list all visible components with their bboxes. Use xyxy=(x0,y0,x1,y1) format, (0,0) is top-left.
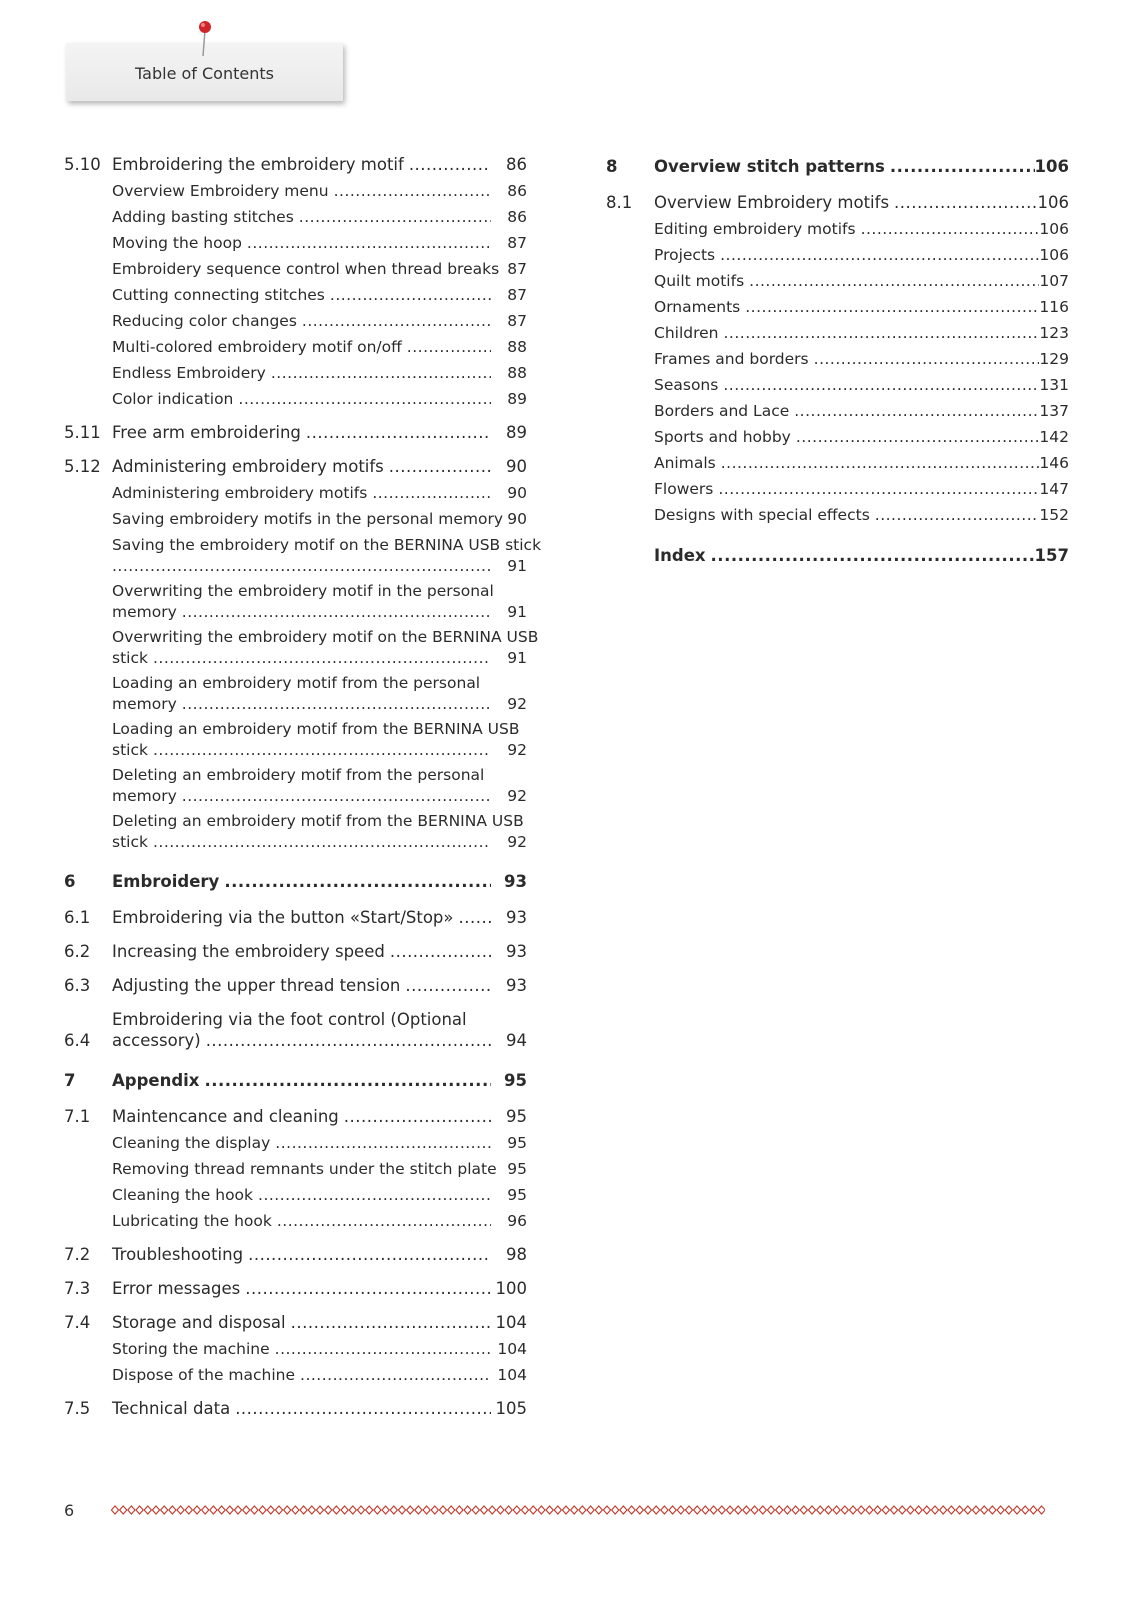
toc-entry-topic[interactable] xyxy=(64,285,527,306)
toc-entry-page: 86 xyxy=(507,208,527,226)
toc-entry-title: Frames and borders xyxy=(654,350,809,368)
toc-entry-topic[interactable] xyxy=(64,1133,527,1154)
toc-entry-topic[interactable] xyxy=(64,1211,527,1232)
toc-entry-page: 106 xyxy=(1034,157,1069,176)
toc-entry-title: Lubricating the hook xyxy=(112,1212,272,1230)
dot-leader xyxy=(330,285,491,306)
toc-entry-title: Loading an embroidery motif from the personal xyxy=(112,674,481,692)
toc-entry-title: Quilt motifs xyxy=(654,272,745,290)
dot-leader xyxy=(796,427,1039,448)
dot-leader xyxy=(749,271,1039,292)
toc-entry-title: Moving the hoop xyxy=(112,234,242,252)
toc-entry-title: Reducing color changes xyxy=(112,312,297,330)
toc-entry-chapter[interactable] xyxy=(64,871,527,892)
toc-entry-section[interactable] xyxy=(64,1278,527,1299)
toc-entry-topic[interactable] xyxy=(606,401,1069,422)
dot-leader xyxy=(238,389,491,410)
toc-entry-topic[interactable] xyxy=(64,1365,527,1386)
dot-leader xyxy=(258,1185,491,1206)
toc-entry-topic[interactable] xyxy=(64,207,527,228)
toc-entry-title: Embroidering the embroidery motif xyxy=(112,155,404,174)
toc-entry-title: Overview stitch patterns xyxy=(654,157,885,176)
toc-entry-title: Administering embroidery motifs xyxy=(112,484,368,502)
dot-leader xyxy=(206,1030,491,1051)
toc-entry-topic[interactable] xyxy=(606,453,1069,474)
toc-entry-number: 7.5 xyxy=(64,1399,91,1418)
dot-leader xyxy=(890,156,1035,177)
dot-leader xyxy=(390,941,491,962)
toc-entry-number: 6.3 xyxy=(64,976,91,995)
toc-entry-topic[interactable] xyxy=(64,1185,527,1206)
dot-leader xyxy=(724,323,1040,344)
toc-entry-topic[interactable] xyxy=(606,323,1069,344)
toc-entry-section[interactable] xyxy=(64,154,527,175)
toc-entry-topic[interactable] xyxy=(64,1159,527,1180)
toc-entry-title: Borders and Lace xyxy=(654,402,790,420)
dot-leader xyxy=(875,505,1039,526)
toc-entry-page: 90 xyxy=(507,484,527,502)
toc-entry-page: 92 xyxy=(507,787,527,805)
toc-entry-number: 7.4 xyxy=(64,1313,91,1332)
toc-entry-section[interactable] xyxy=(64,456,527,477)
dot-leader xyxy=(153,832,491,853)
toc-entry-page: 104 xyxy=(497,1366,527,1384)
toc-entry-page: 87 xyxy=(507,260,527,278)
toc-entry-title: Adjusting the upper thread tension xyxy=(112,976,401,995)
dot-leader xyxy=(204,1070,491,1091)
toc-entry-section[interactable] xyxy=(64,1312,527,1333)
toc-entry-page: 91 xyxy=(507,557,527,575)
toc-entry-topic[interactable] xyxy=(64,363,527,384)
toc-entry-title: Removing thread remnants under the stitch plate xyxy=(112,1160,497,1178)
toc-entry-title: Endless Embroidery xyxy=(112,364,266,382)
toc-entry-page: 131 xyxy=(1039,376,1069,394)
dot-leader xyxy=(814,349,1039,370)
toc-entry-section[interactable] xyxy=(64,1009,527,1051)
toc-entry-page: 106 xyxy=(1039,246,1069,264)
dot-leader xyxy=(235,1398,491,1419)
toc-entry-number: 7 xyxy=(64,1071,76,1090)
toc-entry-title: Projects xyxy=(654,246,716,264)
toc-entry-section[interactable] xyxy=(64,907,527,928)
toc-entry-page: 88 xyxy=(507,338,527,356)
toc-entry-page: 104 xyxy=(495,1313,527,1332)
toc-entry-page: 137 xyxy=(1039,402,1069,420)
dot-leader xyxy=(721,453,1039,474)
toc-entry-title: memory xyxy=(112,603,177,621)
dot-leader xyxy=(224,871,491,892)
toc-entry-page: 92 xyxy=(507,695,527,713)
toc-entry-page: 129 xyxy=(1039,350,1069,368)
toc-entry-page: 89 xyxy=(506,423,527,442)
toc-entry-section[interactable] xyxy=(64,1244,527,1265)
toc-entry-topic[interactable] xyxy=(64,1339,527,1360)
dot-leader xyxy=(291,1312,491,1333)
toc-entry-page: 89 xyxy=(507,390,527,408)
dot-leader xyxy=(720,245,1039,266)
toc-entry-number: 5.10 xyxy=(64,155,101,174)
toc-entry-title: Children xyxy=(654,324,719,342)
toc-entry-title: Maintencance and cleaning xyxy=(112,1107,339,1126)
toc-entry-title: Administering embroidery motifs xyxy=(112,457,384,476)
toc-entry-section[interactable] xyxy=(64,422,527,443)
toc-entry-page: 87 xyxy=(507,286,527,304)
toc-entry-page: 90 xyxy=(507,510,527,528)
toc-entry-topic[interactable] xyxy=(64,181,527,202)
toc-entry-page: 91 xyxy=(507,603,527,621)
toc-entry-topic[interactable] xyxy=(606,219,1069,240)
toc-entry-title: Saving the embroidery motif on the BERNINA USB stick xyxy=(112,536,542,554)
toc-entry-title: Cutting connecting stitches xyxy=(112,286,325,304)
toc-entry-topic[interactable] xyxy=(64,389,527,410)
toc-entry-chapter[interactable] xyxy=(606,545,1069,566)
toc-entry-page: 96 xyxy=(507,1212,527,1230)
toc-entry-title: Loading an embroidery motif from the BERNINA USB xyxy=(112,720,520,738)
dot-leader xyxy=(344,1106,491,1127)
toc-entry-title: Troubleshooting xyxy=(112,1245,244,1264)
toc-entry-page: 88 xyxy=(507,364,527,382)
toc-entry-page: 93 xyxy=(504,872,527,891)
toc-entry-topic[interactable] xyxy=(606,271,1069,292)
toc-entry-title: stick xyxy=(112,649,148,667)
toc-entry-page: 90 xyxy=(506,457,527,476)
toc-entry-title: Embroidering via the button «Start/Stop» xyxy=(112,908,454,927)
toc-entry-page: 93 xyxy=(506,976,527,995)
dot-leader xyxy=(271,363,491,384)
toc-entry-page: 92 xyxy=(507,741,527,759)
toc-entry-section[interactable] xyxy=(64,1398,527,1419)
toc-entry-page: 92 xyxy=(507,833,527,851)
page-number: 6 xyxy=(64,1501,75,1520)
toc-entry-title: Overview Embroidery motifs xyxy=(654,193,890,212)
toc-entry-chapter[interactable] xyxy=(64,1070,527,1091)
toc-entry-chapter[interactable] xyxy=(606,156,1069,177)
dot-leader xyxy=(405,975,491,996)
toc-entry-page: 94 xyxy=(506,1031,527,1050)
toc-entry-page: 86 xyxy=(507,182,527,200)
dot-leader xyxy=(723,375,1039,396)
dot-leader xyxy=(112,556,491,577)
dot-leader xyxy=(247,233,491,254)
toc-entry-title: Technical data xyxy=(112,1399,231,1418)
toc-entry-number: 8.1 xyxy=(606,193,633,212)
toc-entry-topic[interactable] xyxy=(606,375,1069,396)
toc-entry-page: 147 xyxy=(1039,480,1069,498)
toc-entry-topic[interactable] xyxy=(64,719,527,761)
toc-entry-topic[interactable] xyxy=(64,311,527,332)
toc-entry-section[interactable] xyxy=(606,192,1069,213)
toc-entry-section[interactable] xyxy=(64,1106,527,1127)
toc-entry-title: Seasons xyxy=(654,376,719,394)
toc-entry-page: 116 xyxy=(1039,298,1069,316)
toc-entry-page: 157 xyxy=(1034,546,1069,565)
toc-entry-page: 93 xyxy=(506,942,527,961)
toc-entry-title: memory xyxy=(112,695,177,713)
toc-entry-section[interactable] xyxy=(64,975,527,996)
toc-entry-page: 146 xyxy=(1039,454,1069,472)
dot-leader xyxy=(407,337,491,358)
dot-leader xyxy=(300,1365,491,1386)
toc-left-column xyxy=(64,154,542,1419)
dot-leader xyxy=(718,479,1039,500)
dot-leader xyxy=(245,1278,491,1299)
dot-leader xyxy=(182,786,491,807)
toc-entry-page: 142 xyxy=(1039,428,1069,446)
toc-entry-title: Embroidery sequence control when thread breaks xyxy=(112,260,500,278)
toc-entry-title: Flowers xyxy=(654,480,714,498)
toc-entry-title: Overwriting the embroidery motif on the BERNINA USB xyxy=(112,628,539,646)
dot-leader xyxy=(302,311,491,332)
toc-entry-page: 106 xyxy=(1037,193,1069,212)
dot-leader xyxy=(277,1211,491,1232)
toc-entry-title: Dispose of the machine xyxy=(112,1366,296,1384)
dot-leader xyxy=(153,740,491,761)
toc-entry-page: 91 xyxy=(507,649,527,667)
toc-entry-page: 86 xyxy=(506,155,527,174)
toc-right-column xyxy=(606,154,1069,566)
toc-entry-topic[interactable] xyxy=(64,673,527,715)
dot-leader xyxy=(334,181,491,202)
page-title: Table of Contents xyxy=(135,64,274,83)
toc-entry-topic[interactable] xyxy=(606,505,1069,526)
toc-entry-page: 95 xyxy=(504,1071,527,1090)
toc-entry-page: 107 xyxy=(1039,272,1069,290)
toc-entry-page: 106 xyxy=(1039,220,1069,238)
toc-entry-title: Embroidering via the foot control (Optional xyxy=(112,1010,467,1029)
toc-entry-title: Overview Embroidery menu xyxy=(112,182,329,200)
toc-entry-title: Ornaments xyxy=(654,298,741,316)
toc-entry-title: Storing the machine xyxy=(112,1340,270,1358)
toc-entry-page: 100 xyxy=(495,1279,527,1298)
toc-entry-title: accessory) xyxy=(112,1031,201,1050)
toc-entry-page: 95 xyxy=(507,1134,527,1152)
toc-entry-number: 7.1 xyxy=(64,1107,91,1126)
toc-entry-page: 123 xyxy=(1039,324,1069,342)
toc-entry-title: Designs with special effects xyxy=(654,506,870,524)
dot-leader xyxy=(182,602,491,623)
toc-entry-title: Editing embroidery motifs xyxy=(654,220,856,238)
toc-entry-section[interactable] xyxy=(64,941,527,962)
dot-leader xyxy=(306,422,491,443)
toc-entry-page: 104 xyxy=(497,1340,527,1358)
dot-leader xyxy=(182,694,491,715)
toc-entry-topic[interactable] xyxy=(64,483,527,504)
toc-entry-title: Index xyxy=(654,546,706,565)
dot-leader xyxy=(861,219,1039,240)
toc-entry-page: 87 xyxy=(507,234,527,252)
toc-entry-title: stick xyxy=(112,833,148,851)
toc-entry-topic[interactable] xyxy=(64,535,542,577)
toc-entry-title: Color indication xyxy=(112,390,234,408)
dot-leader xyxy=(711,545,1035,566)
toc-entry-topic[interactable] xyxy=(606,297,1069,318)
toc-entry-number: 6.1 xyxy=(64,908,91,927)
toc-entry-title: Animals xyxy=(654,454,716,472)
dot-leader xyxy=(372,483,491,504)
toc-entry-title: Deleting an embroidery motif from the BERNINA USB xyxy=(112,812,524,830)
dot-leader xyxy=(153,648,491,669)
stitch-border-decoration xyxy=(111,1504,1045,1516)
toc-entry-topic[interactable] xyxy=(64,627,539,669)
toc-entry-title: Increasing the embroidery speed xyxy=(112,942,385,961)
toc-entry-topic[interactable] xyxy=(606,427,1069,448)
toc-entry-topic[interactable] xyxy=(64,337,527,358)
toc-entry-page: 95 xyxy=(507,1160,527,1178)
toc-entry-page: 95 xyxy=(507,1186,527,1204)
toc-entry-number: 6.4 xyxy=(64,1031,91,1050)
toc-entry-title: stick xyxy=(112,741,148,759)
toc-entry-title: Saving embroidery motifs in the personal memory xyxy=(112,510,504,528)
dot-leader xyxy=(275,1339,491,1360)
toc-entry-topic[interactable] xyxy=(64,581,527,623)
toc-entry-title: Deleting an embroidery motif from the personal xyxy=(112,766,485,784)
toc-entry-title: Cleaning the hook xyxy=(112,1186,254,1204)
toc-entry-topic[interactable] xyxy=(606,479,1069,500)
toc-entry-number: 6.2 xyxy=(64,942,91,961)
dot-leader xyxy=(894,192,1037,213)
toc-entry-title: Appendix xyxy=(112,1071,200,1090)
toc-entry-topic[interactable] xyxy=(64,259,527,280)
toc-entry-number: 6 xyxy=(64,872,76,891)
toc-entry-page: 93 xyxy=(506,908,527,927)
dot-leader xyxy=(409,154,491,175)
toc-entry-topic[interactable] xyxy=(64,233,527,254)
toc-entry-topic[interactable] xyxy=(64,811,527,853)
toc-entry-page: 98 xyxy=(506,1245,527,1264)
toc-entry-topic[interactable] xyxy=(64,765,527,807)
toc-entry-page: 95 xyxy=(506,1107,527,1126)
dot-leader xyxy=(389,456,491,477)
toc-entry-number: 5.11 xyxy=(64,423,101,442)
toc-entry-title: Free arm embroidering xyxy=(112,423,301,442)
toc-entry-number: 7.2 xyxy=(64,1245,91,1264)
toc-entry-number: 5.12 xyxy=(64,457,101,476)
toc-entry-title: memory xyxy=(112,787,177,805)
toc-entry-title: Sports and hobby xyxy=(654,428,791,446)
toc-entry-title: Cleaning the display xyxy=(112,1134,271,1152)
dot-leader xyxy=(459,907,491,928)
toc-entry-title: Embroidery xyxy=(112,872,220,891)
pushpin-icon xyxy=(196,18,216,58)
toc-entry-page: 152 xyxy=(1039,506,1069,524)
toc-entry-title: Overwriting the embroidery motif in the personal xyxy=(112,582,494,600)
toc-entry-number: 7.3 xyxy=(64,1279,91,1298)
toc-entry-title: Storage and disposal xyxy=(112,1313,286,1332)
dot-leader xyxy=(248,1244,491,1265)
toc-entry-title: Error messages xyxy=(112,1279,241,1298)
toc-entry-title: Adding basting stitches xyxy=(112,208,294,226)
toc-entry-topic[interactable] xyxy=(606,349,1069,370)
dot-leader xyxy=(299,207,491,228)
dot-leader xyxy=(745,297,1039,318)
toc-entry-title: Multi-colored embroidery motif on/off xyxy=(112,338,402,356)
toc-entry-page: 87 xyxy=(507,312,527,330)
dot-leader xyxy=(275,1133,491,1154)
toc-entry-page: 105 xyxy=(495,1399,527,1418)
toc-entry-topic[interactable] xyxy=(64,509,527,530)
dot-leader xyxy=(794,401,1039,422)
toc-entry-topic[interactable] xyxy=(606,245,1069,266)
toc-entry-number: 8 xyxy=(606,157,618,176)
